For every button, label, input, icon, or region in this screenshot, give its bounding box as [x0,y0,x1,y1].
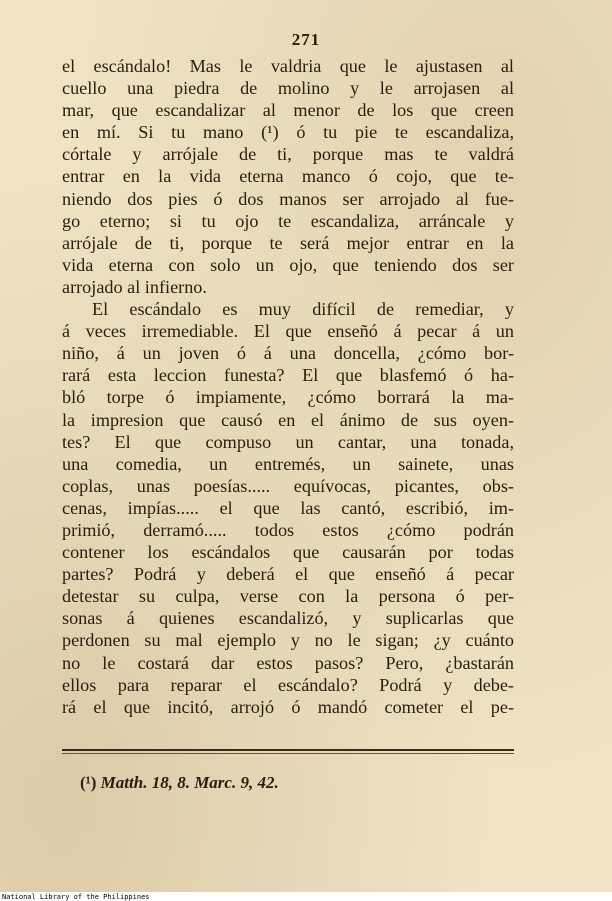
text-line: bló torpe ó impiamente, ¿cómo borrará la ma- [62,387,514,408]
text-line: arrojado al infierno. [62,276,207,297]
footnote-text: Matth. 18, 8. Marc. 9, 42. [100,773,279,792]
text-line: go eterno; si tu ojo te escandaliza, arráncale y [62,210,514,231]
text-line: contener los escándalos que causarán por todas [62,542,514,563]
text-line: entrar en la vida eterna manco ó cojo, que te- [62,166,514,187]
text-line: detestar su culpa, verse con la persona ó per- [62,586,514,607]
text-line: tes? El que compuso un cantar, una tonada, [62,431,514,452]
footnote-mark: (¹) [80,773,97,792]
text-line: rá el que incitó, arrojó ó mandó cometer el pe- [62,696,514,717]
text-line: á veces irremediable. El que enseñó á pecar á un [62,321,514,342]
paragraph [62,298,514,718]
body-text [62,55,514,718]
text-line: córtale y arrójale de ti, porque mas te valdrá [62,144,514,165]
footnote [80,773,279,793]
text-line: en mí. Si tu mano (¹) ó tu pie te escandaliza, [62,122,514,143]
text-line: rará esta leccion funesta? El que blasfemó ó ha- [62,365,514,386]
text-line: El escándalo es muy difícil de remediar, y [92,299,514,320]
text-line: una comedia, un entremés, un sainete, unas [62,453,514,474]
text-line: el escándalo! Mas le valdria que le ajustasen al [62,56,514,76]
page-number: 271 [291,30,321,49]
text-line: cuello una piedra de molino y le arrojasen al [62,78,514,99]
text-line: primió, derramó..... todos estos ¿cómo podrán [62,519,514,540]
text-line: niendo dos pies ó dos manos ser arrojado al fue- [62,188,514,209]
text-line: perdonen su mal ejemplo y no le sigan; ¿y cuánto [62,630,514,651]
footnote-rule-thin [62,753,514,754]
text-line: coplas, unas poesías..... equívocas, picantes, obs- [62,475,514,496]
text-line: niño, á un joven ó á una doncella, ¿cómo bor- [62,343,514,364]
text-line: mar, que escandalizar al menor de los que creen [62,100,514,121]
text-line: cenas, impías..... el que las cantó, escribió, im- [62,497,514,518]
footnote-rule [62,749,514,751]
text-line: arrójale de ti, porque te será mejor entrar en la [62,232,514,253]
paragraph [62,55,514,298]
text-line: sonas á quienes escandalizó, y suplicarlas que [62,608,514,629]
text-line: partes? Podrá y deberá el que enseñó á pecar [62,564,514,585]
text-line: la impresion que causó en el ánimo de sus oyen- [62,409,514,430]
text-line: no le costará dar estos pasos? Pero, ¿bastarán [62,652,514,673]
text-line: ellos para reparar el escándalo? Podrá y debe- [62,674,514,695]
library-credit: National Library of the Philippines [2,893,150,901]
text-line: vida eterna con solo un ojo, que teniendo dos ser [62,254,514,275]
